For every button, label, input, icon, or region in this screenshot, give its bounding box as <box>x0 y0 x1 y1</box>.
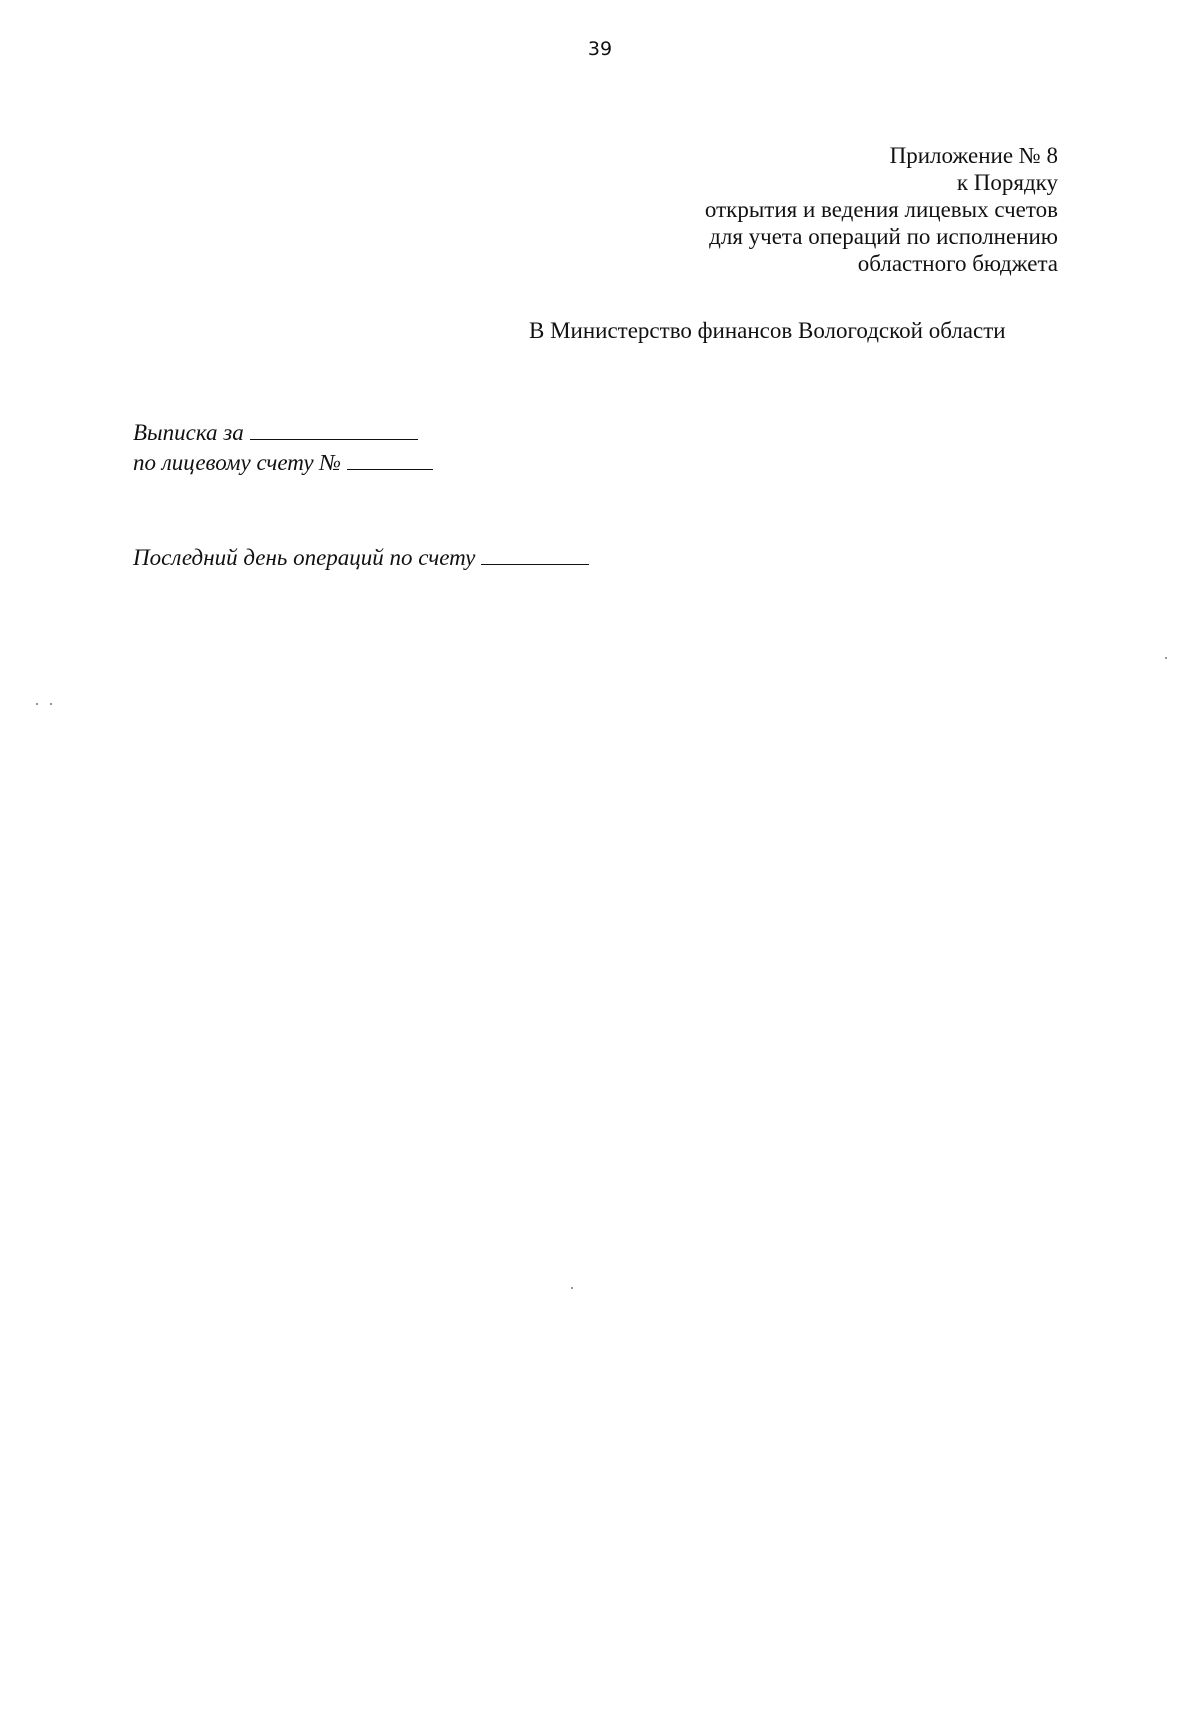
last-day-label: Последний день операций по счету <box>133 545 476 570</box>
scan-speck <box>50 703 52 705</box>
last-day-block <box>133 543 589 573</box>
statement-period-label: Выписка за <box>133 420 244 445</box>
appendix-line: открытия и ведения лицевых счетов <box>704 197 1058 222</box>
appendix-line: для учета операций по исполнению <box>709 224 1058 249</box>
recipient-line: В Министерство финансов Вологодской области <box>529 318 1006 343</box>
appendix-line: областного бюджета <box>857 251 1058 276</box>
statement-account-label: по лицевому счету № <box>133 450 341 475</box>
statement-account-row <box>133 448 433 478</box>
appendix-header <box>705 142 1058 277</box>
scan-speck <box>1165 657 1167 659</box>
statement-account-blank <box>347 449 433 470</box>
last-day-blank <box>481 544 589 565</box>
statement-block <box>133 418 433 478</box>
page-number: 39 <box>587 38 613 60</box>
appendix-title: Приложение № 8 <box>889 143 1058 168</box>
scan-speck <box>36 703 38 705</box>
appendix-line: к Порядку <box>956 170 1058 195</box>
statement-period-blank <box>250 419 418 440</box>
last-day-row <box>133 543 589 573</box>
scan-speck <box>571 1287 573 1289</box>
statement-period-row <box>133 418 433 448</box>
